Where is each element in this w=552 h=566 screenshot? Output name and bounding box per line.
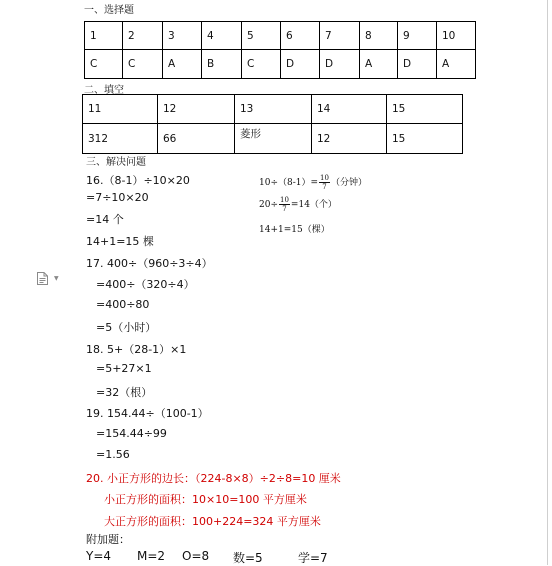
q19-line-1: 19. 154.44÷（100-1）	[86, 407, 209, 420]
table-cell: C	[123, 50, 163, 79]
document-icon[interactable]	[37, 272, 48, 285]
page-border	[547, 0, 548, 565]
q17-line-2: =400÷（320÷4）	[96, 278, 195, 291]
table-cell: 12	[312, 124, 387, 154]
table-cell: 66	[158, 124, 235, 154]
table-cell: 12	[158, 95, 235, 124]
choice-answer-row	[85, 50, 476, 79]
bonus-answer-m: M=2	[137, 549, 166, 563]
bonus-title: 附加题：	[86, 533, 130, 546]
q18-line-2: =5+27×1	[96, 362, 152, 375]
fraction	[319, 174, 330, 191]
fill-table	[82, 94, 463, 154]
q20-line-1: 20. 小正方形的边长：（224-8×8）÷2÷8=10 厘米	[86, 472, 341, 485]
q19-line-3: =1.56	[96, 448, 130, 461]
q19-line-2: =154.44÷99	[96, 427, 167, 440]
fill-number-row	[83, 95, 463, 124]
table-cell: 9	[398, 22, 437, 50]
q17-line-1: 17. 400÷（960÷3÷4）	[86, 257, 213, 270]
table-cell: C	[85, 50, 123, 79]
table-cell: C	[242, 50, 281, 79]
bonus-answer-y: Y=4	[86, 549, 112, 563]
table-cell: 8	[360, 22, 398, 50]
table-cell: A	[360, 50, 398, 79]
q20-line-3: 大正方形的面积：100+224=324 平方厘米	[104, 515, 321, 528]
fill-answer-row	[83, 124, 463, 154]
q16-alt-line-3: 14+1=15（棵）	[259, 225, 330, 235]
table-cell: 1	[85, 22, 123, 50]
table-cell: D	[281, 50, 320, 79]
table-cell: 13	[235, 95, 312, 124]
q18-line-1: 18. 5+（28-1）×1	[86, 343, 187, 356]
alt-text: 20÷	[259, 200, 278, 210]
table-cell: A	[163, 50, 202, 79]
q16-line-2: =7÷10×20	[86, 191, 149, 204]
table-cell: 10	[437, 22, 476, 50]
table-cell: 4	[202, 22, 242, 50]
choice-table	[84, 21, 476, 79]
table-cell: D	[320, 50, 360, 79]
table-cell: 2	[123, 22, 163, 50]
q17-line-4: =5（小时）	[96, 321, 157, 334]
bonus-answer-o: O=8	[182, 549, 210, 563]
table-cell: B	[202, 50, 242, 79]
choice-number-row	[85, 22, 476, 50]
q16-line-4: 14+1=15 棵	[86, 235, 154, 248]
q16-alt-line-2	[259, 196, 337, 213]
table-cell: 15	[387, 124, 463, 154]
table-cell: 15	[387, 95, 463, 124]
table-cell: 3	[163, 22, 202, 50]
fraction-denominator: 7	[282, 205, 287, 213]
table-cell: 5	[242, 22, 281, 50]
alt-text: 10÷（8-1）=	[259, 178, 319, 188]
table-cell: 312	[83, 124, 158, 154]
dropdown-arrow-icon[interactable]: ▼	[54, 275, 59, 282]
q16-alt-line-1	[259, 174, 367, 191]
section-fill-heading: 二、填空	[84, 85, 124, 96]
table-cell: 11	[83, 95, 158, 124]
table-cell: 7	[320, 22, 360, 50]
section-solve-heading: 三、解决问题	[86, 157, 146, 168]
q17-line-3: =400÷80	[96, 298, 150, 311]
table-cell: 菱形	[235, 124, 312, 154]
q16-line-1: 16.（8-1）÷10×20	[86, 174, 190, 187]
bonus-answer-xue: 学=7	[298, 551, 328, 565]
fraction	[279, 196, 290, 213]
table-cell: D	[398, 50, 437, 79]
fraction-denominator: 7	[322, 183, 327, 191]
alt-text: （分钟）	[330, 178, 367, 188]
table-cell: 6	[281, 22, 320, 50]
bonus-answer-shu: 数=5	[233, 551, 263, 565]
alt-text: =14（个）	[290, 200, 337, 210]
q20-line-2: 小正方形的面积：10×10=100 平方厘米	[104, 493, 307, 506]
table-cell: A	[437, 50, 476, 79]
fraction-numerator: 10	[280, 196, 289, 204]
section-choice-heading: 一、选择题	[84, 5, 134, 16]
q18-line-3: =32（根）	[96, 386, 153, 399]
table-cell: 14	[312, 95, 387, 124]
fraction-numerator: 10	[320, 174, 329, 182]
q16-line-3: =14 个	[86, 213, 124, 226]
